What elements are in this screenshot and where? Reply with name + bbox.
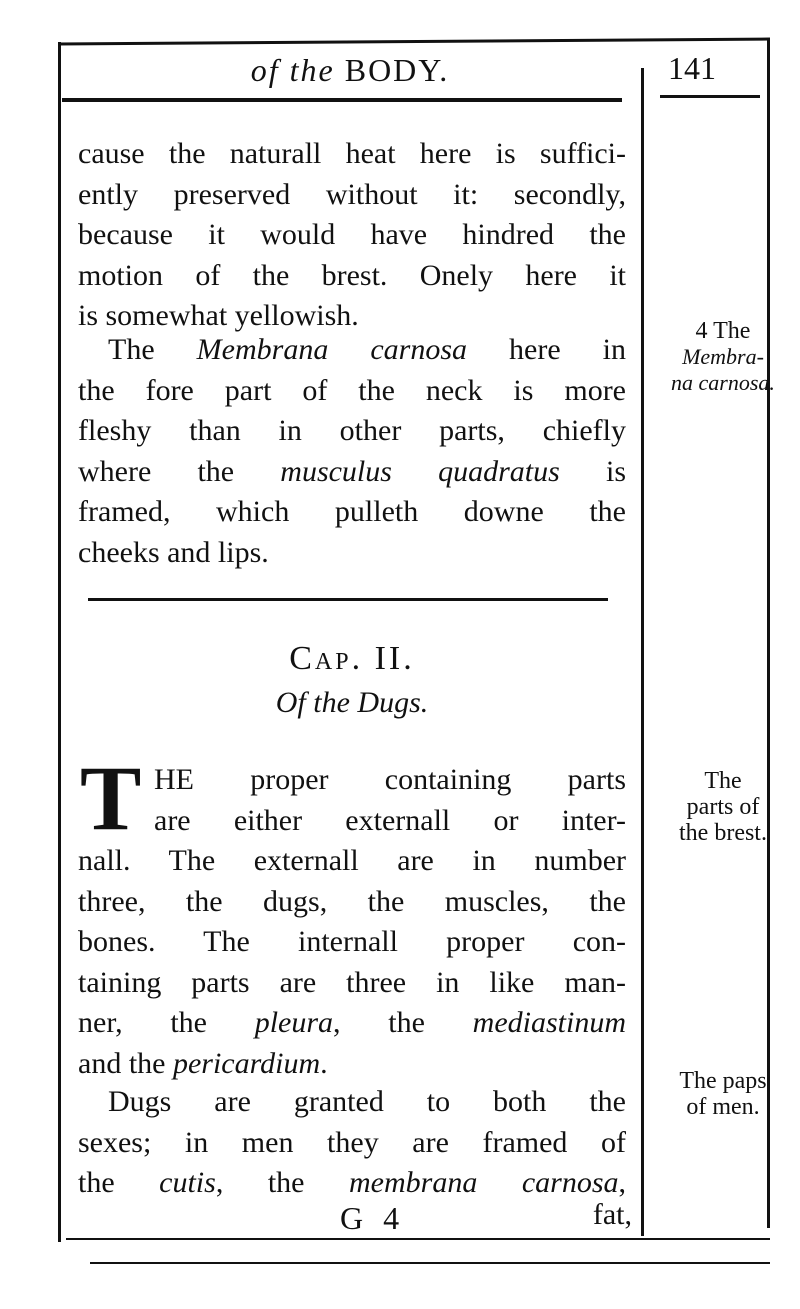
- latin-term: mediastinum: [472, 1006, 626, 1039]
- text-run: ner, the: [78, 1006, 255, 1039]
- text-line: the fore part of the neck is more: [78, 373, 626, 407]
- text-line: [78, 1044, 626, 1085]
- text-line: HE proper containing parts: [154, 763, 626, 796]
- text-line: are either externall or inter-: [154, 803, 626, 837]
- text-line: cheeks and lips.: [78, 535, 269, 569]
- text-line: fleshy than in other parts, chiefly: [78, 414, 626, 447]
- latin-term: Membrana carnosa: [196, 333, 468, 366]
- frame-top-rule: [58, 38, 770, 46]
- margin-note-parts-of-brest: [648, 768, 798, 846]
- frame-bottom-rule: [66, 1238, 770, 1240]
- margin-note-line: na carnosa.: [671, 370, 775, 395]
- membrana-paragraph: [78, 330, 626, 573]
- text-line: [78, 330, 626, 371]
- page-bottom-edge-rule: [90, 1262, 770, 1264]
- margin-note-line: 4 The: [695, 318, 751, 344]
- latin-term: pericardium: [172, 1046, 321, 1080]
- text-run: , the: [333, 1006, 473, 1039]
- chapter-title: Cap. II.: [289, 640, 415, 677]
- text-line: [78, 452, 626, 493]
- latin-term: pleura: [254, 1006, 334, 1039]
- drop-cap: T: [80, 747, 142, 849]
- header-underline: [62, 98, 622, 102]
- text-line: Dugs are granted to both the: [108, 1085, 626, 1118]
- dugs-paragraph-1: [78, 747, 626, 1084]
- text-run: and the: [78, 1046, 173, 1080]
- catchword: fat,: [592, 1198, 632, 1231]
- margin-note-line: the brest.: [679, 820, 767, 846]
- text-line: framed, which pulleth downe the: [78, 495, 626, 528]
- text-line: [78, 1163, 626, 1204]
- running-title-body: BODY.: [344, 52, 450, 88]
- margin-note-membrana: [648, 318, 798, 396]
- margin-note-line: The: [704, 768, 742, 794]
- text-run: where the: [78, 454, 281, 488]
- latin-term: cutis: [159, 1166, 216, 1199]
- text-run: is: [559, 454, 626, 488]
- signature-mark: G 4: [340, 1200, 406, 1236]
- text-line: taining parts are three in like man-: [78, 965, 626, 999]
- column-divider-rule: [641, 68, 644, 1236]
- continued-paragraph: [78, 134, 626, 337]
- text-line: is somewhat yellowish.: [78, 299, 359, 332]
- text-line: nall. The externall are in number: [78, 844, 626, 877]
- latin-term: musculus quadratus: [280, 454, 560, 488]
- text-run: , the: [215, 1166, 349, 1199]
- frame-left-rule: [58, 42, 61, 1242]
- margin-note-paps-of-men: [648, 1068, 798, 1120]
- text-run: here in: [467, 333, 627, 366]
- running-title: [120, 52, 580, 89]
- latin-term: membrana carnosa: [349, 1166, 619, 1199]
- text-line: [78, 1003, 626, 1044]
- running-title-prefix: of the: [250, 52, 345, 88]
- dugs-paragraph-2: [78, 1082, 626, 1204]
- margin-note-line: parts of: [686, 794, 760, 820]
- text-line: sexes; in men they are framed of: [78, 1125, 626, 1159]
- chapter-subtitle: Of the Dugs.: [275, 686, 429, 719]
- text-line: bones. The internall proper con-: [78, 925, 626, 958]
- text-run: .: [320, 1046, 328, 1080]
- margin-note-line: Membra-: [682, 344, 764, 369]
- page-number: 141: [668, 50, 716, 86]
- text-line: cause the naturall heat here is suffici-: [78, 137, 626, 170]
- margin-note-line: The paps: [679, 1068, 767, 1094]
- text-run: ,: [618, 1166, 626, 1199]
- margin-note-line: of men.: [686, 1094, 760, 1120]
- text-run: the: [78, 1166, 160, 1199]
- text-line: three, the dugs, the muscles, the: [78, 884, 626, 918]
- frame-right-rule: [767, 38, 770, 1228]
- text-line: ently preserved without it: secondly,: [78, 177, 626, 211]
- chapter-separator-rule: [88, 598, 608, 601]
- text-line: motion of the brest. Onely here it: [78, 258, 626, 292]
- text-run: The: [108, 333, 197, 366]
- margin-header-underline: [660, 95, 760, 98]
- text-line: because it would have hindred the: [78, 218, 626, 251]
